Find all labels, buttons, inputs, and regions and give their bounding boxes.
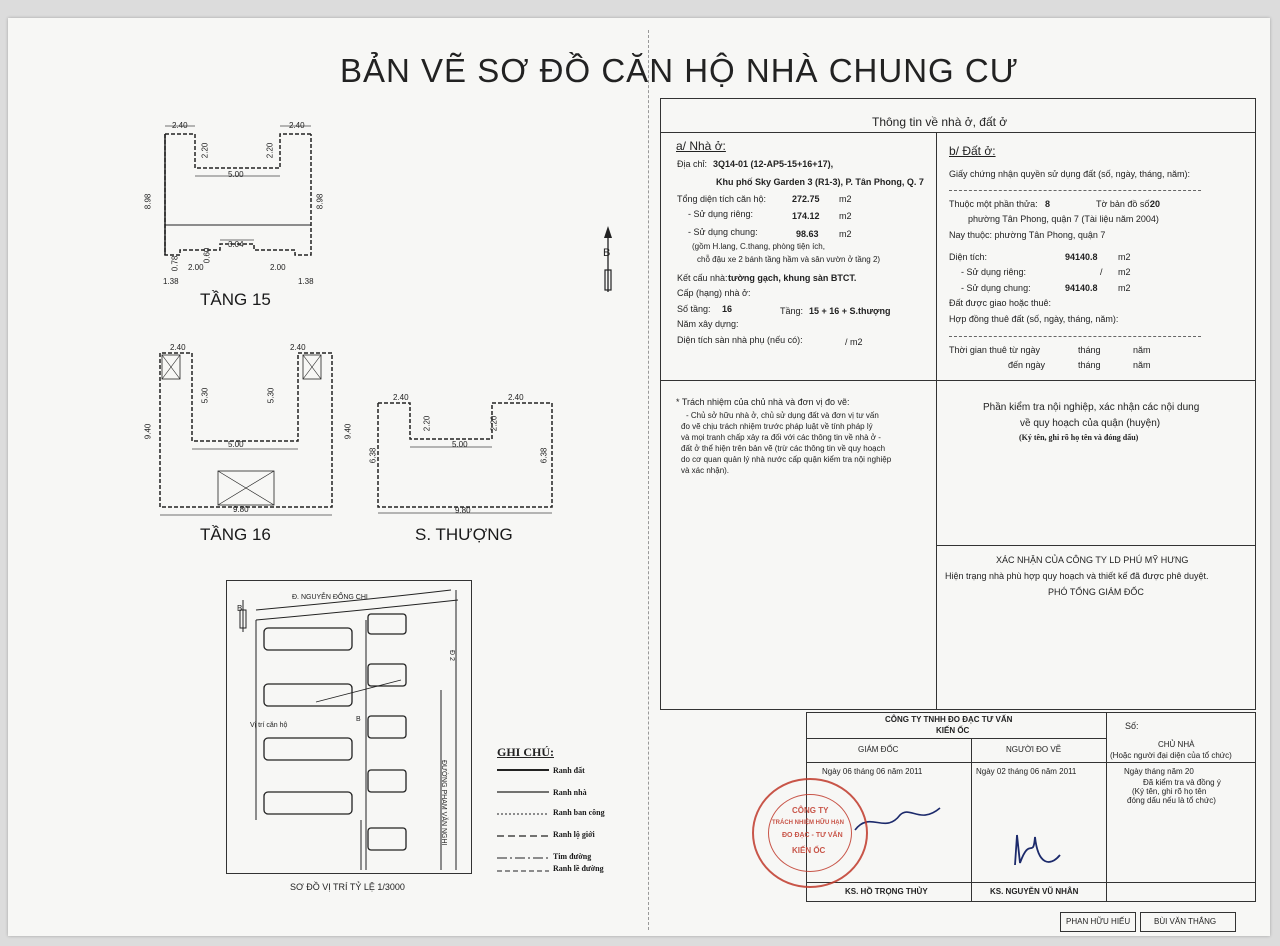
dim-label: 6.38: [539, 447, 549, 464]
legend-item: Ranh nhà: [553, 788, 587, 797]
aux-area-label: Diện tích sàn nhà phụ (nếu có):: [677, 335, 803, 345]
responsibility-line: - Chủ sở hữu nhà ở, chủ sử dụng đất và đơn vị tư vấn: [686, 411, 879, 420]
surveyor-name: KS. NGUYỄN VŨ NHÂN: [990, 887, 1079, 896]
doc-number-label: Số:: [1125, 721, 1139, 731]
legend-item: Tim đường: [553, 852, 592, 861]
dim-label: 2.40: [290, 343, 306, 352]
dim-label: 1.38: [298, 277, 314, 286]
common-use-label: - Sử dụng chung:: [688, 227, 758, 237]
dim-label: 2.00: [270, 263, 286, 272]
dim-label: 9.80: [233, 505, 249, 514]
site-caption: SƠ ĐỒ VỊ TRÍ TỶ LỆ 1/3000: [290, 882, 405, 892]
dim-label: 3.04: [228, 240, 244, 249]
responsibility-line: đo vẽ chịu trách nhiệm trước pháp luật về tính pháp lý: [681, 422, 873, 431]
dim-label: 8.98: [143, 193, 153, 210]
house-section-title: a/ Nhà ở:: [676, 139, 726, 153]
roof-label: S. THƯỢNG: [415, 525, 513, 544]
north-label: B: [603, 247, 611, 259]
info-header: Thông tin về nhà ở, đất ở: [872, 115, 1008, 129]
unit-label: m2: [1118, 267, 1131, 277]
dim-label: 0.60: [202, 247, 212, 264]
dim-label: 2.40: [170, 343, 186, 352]
dim-label: 2.20: [200, 142, 210, 159]
stamp-text: KIẾN ỐC: [792, 846, 826, 855]
lease-from-label: Thời gian thuê từ ngày: [949, 345, 1040, 355]
divider: [806, 882, 1256, 883]
floors-value: 16: [722, 304, 733, 314]
floor16-plan: [150, 345, 350, 515]
dim-label: 0.78: [170, 255, 180, 272]
land-private-label: - Sử dụng riêng:: [961, 267, 1027, 277]
legend-item: Ranh đất: [553, 766, 585, 775]
floor16-label: TẦNG 16: [200, 525, 271, 544]
dim-label: 5.00: [228, 170, 244, 179]
dim-label: 8.98: [315, 193, 325, 210]
lease-contract-label: Hợp đồng thuê đất (số, ngày, tháng, năm):: [949, 314, 1119, 324]
divider: [806, 762, 1256, 763]
responsibility-line: đất ở thể hiện trên bản vẽ (trừ các thông tin về quy hoạch: [681, 444, 886, 453]
divider: [1106, 712, 1107, 902]
owner-date: Ngày tháng năm 20: [1124, 767, 1194, 776]
divider: [806, 738, 1106, 739]
stamp-text: TRÁCH NHIỆM HỮU HẠN: [772, 820, 844, 826]
dim-label: 1.38: [163, 277, 179, 286]
land-common-label: - Sử dụng chung:: [961, 283, 1031, 293]
director-date: Ngày 06 tháng 06 năm 2011: [822, 767, 923, 776]
legend-lines: [497, 765, 557, 875]
dim-label: 5.00: [228, 440, 244, 449]
dim-label: 2.20: [489, 415, 499, 432]
confirm-role: PHÓ TỔNG GIÁM ĐỐC: [1048, 587, 1144, 597]
road-label: Đ 2: [448, 650, 455, 661]
unit-location-label: Vị trí căn hộ: [250, 722, 288, 729]
land-private-value: /: [1100, 267, 1103, 277]
company-name: CÔNG TY TNHH ĐO ĐẠC TƯ VẤN: [885, 715, 1013, 724]
address-line-2: Khu phố Sky Garden 3 (R1-3), P. Tân Phong, Q. 7: [716, 177, 924, 187]
fold-line: [648, 30, 649, 930]
check-title: Phần kiểm tra nội nghiệp, xác nhận các nội dung: [983, 402, 1200, 413]
land-common-value: 94140.8: [1065, 283, 1098, 293]
owner-note: (Ký tên, ghi rõ họ tên: [1132, 787, 1207, 796]
divider: [660, 380, 1256, 381]
legend-item: Ranh lề đường: [553, 864, 604, 873]
map-sheet-value: 20: [1150, 199, 1161, 209]
year-label: năm: [1133, 360, 1151, 370]
dim-label: 2.40: [172, 121, 188, 130]
floor-label: Tầng:: [780, 306, 804, 316]
structure-value: tường gạch, khung sàn BTCT.: [728, 273, 857, 283]
unit-label: m2: [839, 211, 852, 221]
director-title: GIÁM ĐỐC: [858, 745, 899, 754]
unit-label: m2: [839, 194, 852, 204]
address-line-1: 3Q14-01 (12-AP5-15+16+17),: [713, 159, 834, 169]
responsibility-title: * Trách nhiệm của chủ nhà và đơn vị đo vẽ:: [676, 397, 850, 407]
land-certificate-label: Giấy chứng nhận quyền sử dụng đất (số, ngày, tháng, năm):: [949, 169, 1191, 179]
lease-to-label: đến ngày: [1008, 360, 1046, 370]
floor15-label: TẦNG 15: [200, 290, 271, 309]
divider: [936, 132, 937, 380]
road-label: ĐƯỜNG PHẠM VĂN NGHỊ: [440, 760, 447, 846]
dim-label: 2.20: [265, 142, 275, 159]
year-built-label: Năm xây dựng:: [677, 319, 739, 329]
confirm-title: XÁC NHẬN CỦA CÔNG TY LD PHÚ MỸ HƯNG: [996, 555, 1189, 565]
dim-label: 2.40: [508, 393, 524, 402]
aux-area-value: / m2: [845, 337, 863, 347]
legend-title: GHI CHÚ:: [497, 745, 554, 759]
page-title: BẢN VẼ SƠ ĐỒ CĂN HỘ NHÀ CHUNG CƯ: [340, 52, 1019, 89]
surveyor-title: NGƯỜI ĐO VẼ: [1006, 745, 1062, 754]
footer-name: BÙI VĂN THẮNG: [1154, 917, 1217, 926]
owner-title: CHỦ NHÀ: [1158, 740, 1195, 749]
dim-label: 5.30: [200, 387, 210, 404]
owner-subtitle: (Hoặc người đại diện của tổ chức): [1110, 751, 1232, 760]
ward-text: phường Tân Phong, quận 7 (Tài liệu năm 2004): [968, 214, 1159, 224]
parcel-label: Thuộc một phần thửa:: [949, 199, 1038, 209]
responsibility-line: do cơ quan quản lý nhà nước cấp quận kiểm tra nội nghiệp: [681, 455, 892, 464]
footer-name: PHAN HỮU HIẾU: [1066, 917, 1131, 926]
divider: [936, 545, 1256, 546]
parcel-value: 8: [1045, 199, 1051, 209]
dim-label: 9.80: [455, 506, 471, 515]
company-stamp: [752, 778, 868, 888]
director-name: KS. HỒ TRỌNG THỦY: [845, 887, 928, 896]
area-note-1: (gồm H.lang, C.thang, phòng tiện ích,: [692, 242, 825, 251]
dim-label: 2.20: [422, 415, 432, 432]
confirm-text: Hiện trạng nhà phù hợp quy hoạch và thiết kế đã được phê duyệt.: [945, 571, 1209, 581]
month-label: tháng: [1078, 345, 1101, 355]
unit-label: m2: [1118, 252, 1131, 262]
month-label: tháng: [1078, 360, 1101, 370]
unit-mark: B: [356, 716, 361, 723]
dim-label: 6.38: [368, 447, 378, 464]
land-section-title: b/ Đất ở:: [949, 144, 996, 158]
private-use-label: - Sử dụng riêng:: [688, 209, 754, 219]
site-north-label: B: [237, 604, 243, 613]
legend-item: Ranh lộ giới: [553, 830, 595, 839]
floors-label: Số tầng:: [677, 304, 711, 314]
dim-label: 2.40: [393, 393, 409, 402]
dim-label: 2.40: [289, 121, 305, 130]
signature-mark: [1005, 825, 1085, 875]
dim-label: 9.40: [343, 423, 353, 440]
total-area-value: 272.75: [792, 194, 820, 204]
land-area-value: 94140.8: [1065, 252, 1098, 262]
road-label: Đ. NGUYỄN ĐỔNG CHI: [292, 594, 368, 601]
total-area-label: Tổng diện tích căn hộ:: [677, 194, 767, 204]
owner-note-2: đóng dấu nếu là tổ chức): [1127, 796, 1216, 805]
dim-label: 2.00: [188, 263, 204, 272]
owner-agree: Đã kiểm tra và đồng ý: [1143, 778, 1221, 787]
floor-value: 15 + 16 + S.thượng: [809, 306, 891, 316]
common-use-value: 98.63: [796, 229, 819, 239]
land-area-label: Diện tích:: [949, 252, 988, 262]
stamp-text: CÔNG TY: [792, 806, 829, 815]
unit-label: m2: [839, 229, 852, 239]
allocation-label: Đất được giao hoặc thuê:: [949, 298, 1051, 308]
company-name-2: KIẾN ỐC: [936, 726, 970, 735]
check-subtitle: về quy hoạch của quận (huyện): [1020, 418, 1161, 429]
dim-label: 5.30: [266, 387, 276, 404]
stamp-text: ĐO ĐẠC - TƯ VẤN: [782, 832, 843, 839]
legend-item: Ranh ban công: [553, 808, 605, 817]
unit-label: m2: [1118, 283, 1131, 293]
divider: [660, 132, 1256, 133]
grade-label: Cấp (hạng) nhà ở:: [677, 288, 751, 298]
blank-line: [949, 190, 1201, 191]
responsibility-line: và xác nhận).: [681, 466, 730, 475]
blank-line: [949, 336, 1201, 337]
north-arrow-icon: [598, 226, 618, 296]
area-note-2: chỗ đậu xe 2 bánh tầng hầm và sân vườn ở tầng 2): [697, 255, 881, 264]
structure-label: Kết cấu nhà:: [677, 273, 728, 283]
responsibility-line: và mọi tranh chấp xảy ra đối với các thông tin về nhà ở -: [681, 433, 881, 442]
year-label: năm: [1133, 345, 1151, 355]
dim-label: 9.40: [143, 423, 153, 440]
address-label: Địa chỉ:: [677, 159, 708, 169]
current-ward-text: Nay thuộc: phường Tân Phong, quận 7: [949, 230, 1106, 240]
private-use-value: 174.12: [792, 211, 820, 221]
surveyor-date: Ngày 02 tháng 06 năm 2011: [976, 767, 1077, 776]
check-sign-note: (Ký tên, ghi rõ họ tên và đóng dấu): [1019, 433, 1139, 442]
map-sheet-label: Tờ bản đồ số:: [1096, 199, 1152, 209]
dim-label: 5.00: [452, 440, 468, 449]
